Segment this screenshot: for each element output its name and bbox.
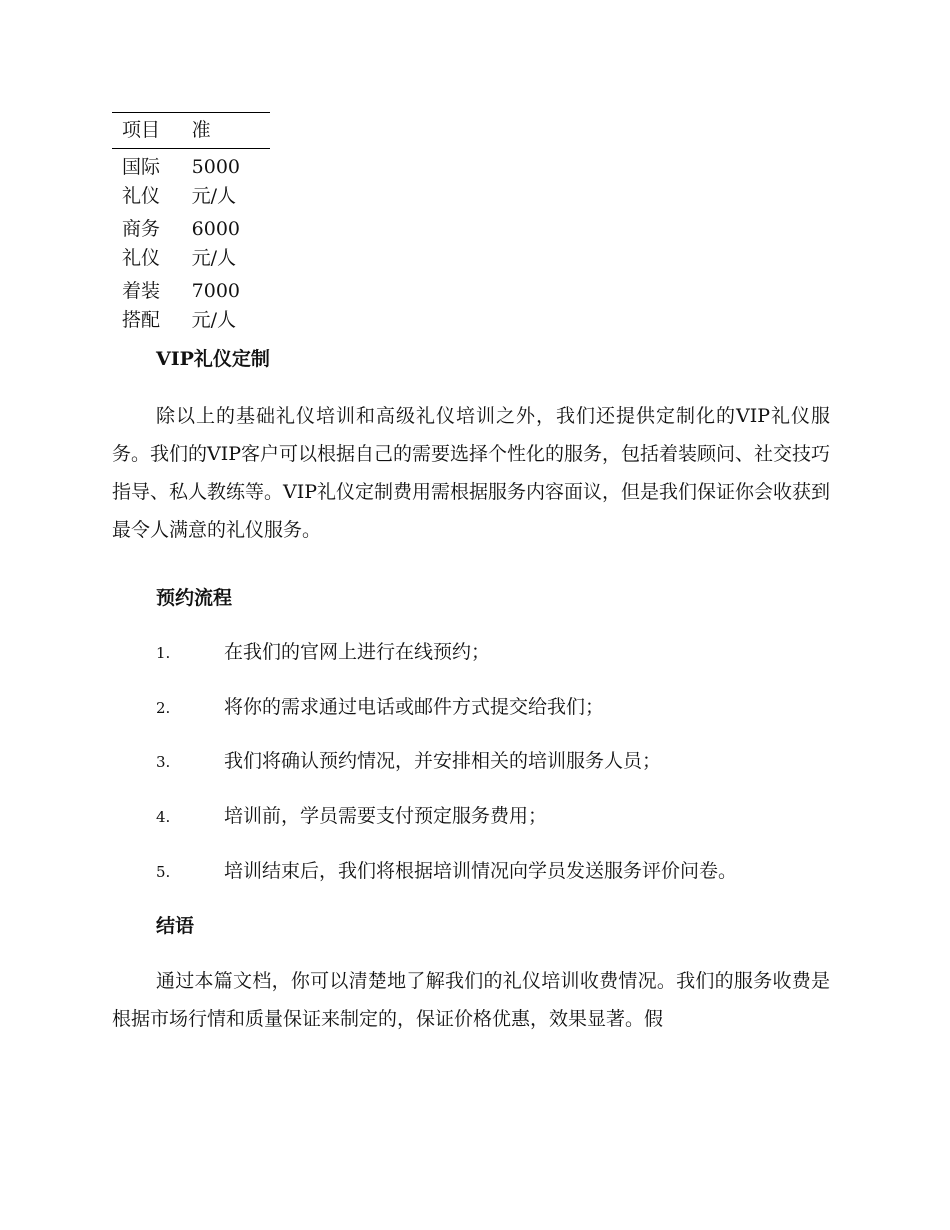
step-number: 3. — [156, 753, 171, 771]
fee-table — [112, 112, 270, 335]
step-text: 将你的需求通过电话或邮件方式提交给我们； — [224, 696, 605, 718]
process-heading: 预约流程 — [156, 587, 233, 609]
conclusion-heading: 结语 — [156, 915, 195, 937]
table-row — [112, 149, 270, 212]
row-item: 国际礼仪 — [122, 156, 161, 207]
conclusion-paragraph: 通过本篇文档，你可以清楚地了解我们的礼仪培训收费情况。我们的服务收费是根据市场行情和质量保证来制定的，保证价格优惠，效果显著。假 — [112, 970, 830, 1030]
step-text: 培训结束后，我们将根据培训情况向学员发送服务评价问卷。 — [224, 860, 738, 882]
step-text: 我们将确认预约情况，并安排相关的培训服务人员； — [224, 750, 662, 772]
row-price: 6000元/人 — [191, 218, 240, 269]
header-price: 准 — [191, 119, 211, 141]
header-item: 项目 — [122, 119, 161, 141]
step-number: 5. — [156, 863, 171, 881]
step-number: 1. — [156, 644, 171, 662]
table-row — [112, 273, 270, 335]
step-text: 在我们的官网上进行在线预约； — [224, 641, 491, 663]
row-item: 着装搭配 — [122, 280, 161, 331]
row-price: 5000元/人 — [191, 156, 240, 207]
table-row — [112, 211, 270, 273]
vip-heading: VIP礼仪定制 — [156, 348, 270, 370]
step-number: 2. — [156, 699, 171, 717]
row-price: 7000元/人 — [191, 280, 240, 331]
step-text: 培训前，学员需要支付预定服务费用； — [224, 805, 548, 827]
step-number: 4. — [156, 808, 171, 826]
vip-paragraph: 除以上的基础礼仪培训和高级礼仪培训之外，我们还提供定制化的VIP礼仪服务。我们的VIP客户可以根据自己的需要选择个性化的服务，包括着装顾问、社交技巧指导、私人教练等。VIP礼仪定制费用需根据服务内容面议，但是我们保证你会收获到最令人满意的礼仪服务。 — [112, 405, 831, 541]
row-item: 商务礼仪 — [122, 218, 161, 269]
table-header-row — [112, 113, 270, 149]
